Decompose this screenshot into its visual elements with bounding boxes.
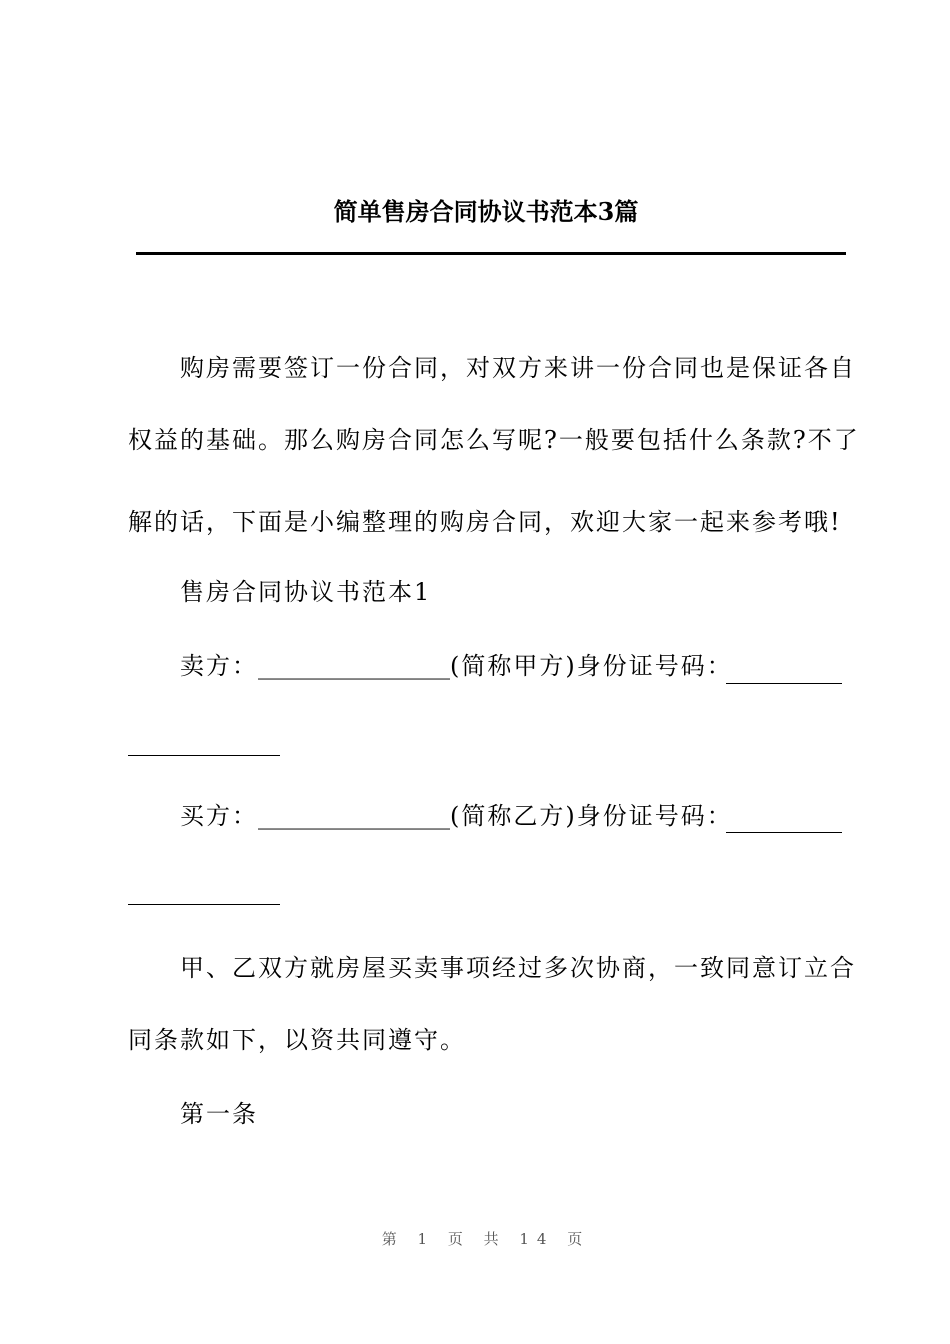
buyer-name-blank: ________________ <box>258 802 450 830</box>
page-footer: 第 1 页 共 14 页 <box>381 1230 591 1248</box>
seller-name-blank: ________________ <box>258 652 450 680</box>
section-heading: 售房合同协议书范本1 <box>180 578 432 606</box>
seller-id-blank-2 <box>128 755 280 756</box>
buyer-suffix: (简称乙方)身份证号码： <box>450 802 733 830</box>
buyer-id-blank-1 <box>726 832 842 833</box>
buyer-label: 买方： <box>180 802 258 830</box>
seller-id-blank-1 <box>726 683 842 684</box>
article-1-heading: 第一条 <box>180 1100 258 1128</box>
intro-line-2: 权益的基础。那么购房合同怎么写呢?一般要包括什么条款?不了 <box>128 426 860 454</box>
title-underline <box>136 252 846 255</box>
intro-line-1: 购房需要签订一份合同，对双方来讲一份合同也是保证各自 <box>180 354 856 382</box>
buyer-line <box>128 780 896 852</box>
agreement-line-2: 同条款如下，以资共同遵守。 <box>128 1026 466 1054</box>
agreement-line-1: 甲、乙双方就房屋买卖事项经过多次协商，一致同意订立合 <box>180 954 856 982</box>
buyer-id-blank-2 <box>128 904 280 905</box>
document-title: 简单售房合同协议书范本3篇 <box>333 197 639 226</box>
seller-label: 卖方： <box>180 652 258 680</box>
intro-line-3: 解的话，下面是小编整理的购房合同，欢迎大家一起来参考哦! <box>128 508 842 536</box>
seller-line <box>128 630 896 702</box>
seller-suffix: (简称甲方)身份证号码： <box>450 652 733 680</box>
